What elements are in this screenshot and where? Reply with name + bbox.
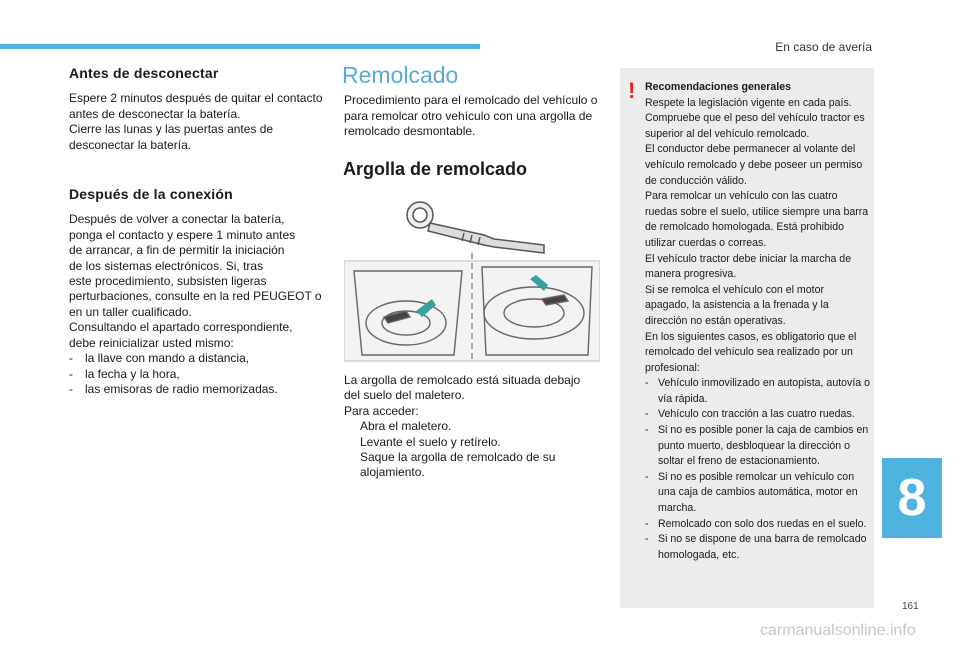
para-line: en un taller cualificado. <box>69 304 192 319</box>
note-list-item: - Vehículo inmovilizado en autopista, autovía o vía rápida. <box>645 377 871 405</box>
intro-line: para remolcar otro vehículo con una argolla de <box>344 108 593 123</box>
para-line: de los sistemas electrónicos. Si, tras <box>69 258 264 273</box>
chapter-tab: 8 <box>882 458 942 538</box>
step-item: Saque la argolla de remolcado de su alojamiento. <box>344 450 606 481</box>
heading-antes-desconectar: Antes de desconectar <box>69 65 219 81</box>
note-heading: Recomendaciones generales <box>645 81 792 93</box>
note-line: El conductor debe permanecer al volante del vehículo remolcado y debe poseer un permiso de conducción válido. <box>645 143 863 187</box>
warning-exclamation-icon: ! <box>628 78 636 103</box>
para-line: Cierre las lunas y las puertas antes de <box>69 122 274 137</box>
heading-despues-conexion: Después de la conexión <box>69 186 233 203</box>
para-line: Consultando el apartado correspondiente, <box>69 320 293 335</box>
title-remolcado: Remolcado <box>342 62 459 88</box>
middle-column <box>342 62 606 481</box>
top-accent-bar <box>0 44 480 49</box>
para-line: desconectar la batería. <box>69 137 192 152</box>
page-number: 161 <box>902 601 919 612</box>
step-item: Abra el maletero. <box>344 419 606 434</box>
note-list-item: - Vehículo con tracción a las cuatro ruedas. <box>645 408 855 421</box>
note-list-item: - Si no es posible remolcar un vehículo con una caja de cambios automática, motor en marcha. <box>645 470 858 515</box>
para-line: este procedimiento, subsisten ligeras <box>69 274 267 289</box>
note-line: En los siguientes casos, es obligatorio que el remolcado del vehículo sea realizado por un profesional: <box>645 330 857 374</box>
after-figure-line: del suelo del maletero. <box>344 388 465 403</box>
step-bullet-icon <box>344 450 360 481</box>
step-bullet-icon <box>344 435 360 450</box>
para-line: ponga el contacto y espere 1 minuto antes <box>69 227 296 242</box>
note-line: Respete la legislación vigente en cada país. <box>645 96 852 109</box>
intro-line: Procedimiento para el remolcado del vehículo o <box>344 93 598 108</box>
footer-watermark: carmanualsonline.info <box>760 622 916 639</box>
section-header-title: En caso de avería <box>775 40 872 54</box>
list-item: - la llave con mando a distancia, <box>69 351 250 366</box>
list-item: - las emisoras de radio memorizadas. <box>69 381 278 396</box>
towing-eye-illustration <box>344 195 600 365</box>
para-line: debe reinicializar usted mismo: <box>69 335 234 350</box>
note-line: Si se remolca el vehículo con el motor apagado, la asistencia a la frenada y la dirección no están operativas. <box>645 283 829 327</box>
step-bullet-icon <box>344 419 360 434</box>
para-line: perturbaciones, consulte en la red PEUGEOT o <box>69 289 322 304</box>
note-line: Compruebe que el peso del vehículo tractor es superior al del vehículo remolcado. <box>645 112 865 140</box>
note-list-item: - Remolcado con solo dos ruedas en el suelo. <box>645 517 867 530</box>
after-figure-line: Para acceder: <box>344 403 419 418</box>
para-line: Espere 2 minutos después de quitar el contacto <box>69 91 323 106</box>
step-item: Levante el suelo y retírelo. <box>344 435 606 450</box>
heading-argolla: Argolla de remolcado <box>343 158 528 179</box>
note-line: El vehículo tractor debe iniciar la marcha de manera progresiva. <box>645 252 852 281</box>
towing-eye-drawing <box>344 195 600 365</box>
note-list-item: - Si no se dispone de una barra de remolcado homologada, etc. <box>645 533 867 561</box>
note-line: Para remolcar un vehículo con las cuatro ruedas sobre el suelo, utilice siempre una barra de remolcado homologada. Está prohibido utilizar cuerdas o correas. <box>645 190 869 249</box>
para-line: antes de desconectar la batería. <box>69 106 241 121</box>
list-item: - la fecha y la hora, <box>69 366 180 381</box>
recommendations-box <box>620 68 874 608</box>
note-list-item: - Si no es posible poner la caja de cambios en punto muerto, desbloquear la dirección o soltar el freno de estacionamiento. <box>645 424 869 468</box>
para-line: de arrancar, a fin de permitir la iniciación <box>69 243 285 258</box>
left-column <box>69 66 325 397</box>
intro-line: remolcado desmontable. <box>344 124 476 139</box>
after-figure-line: La argolla de remolcado está situada debajo <box>344 373 581 388</box>
para-line: Después de volver a conectar la batería, <box>69 212 285 227</box>
